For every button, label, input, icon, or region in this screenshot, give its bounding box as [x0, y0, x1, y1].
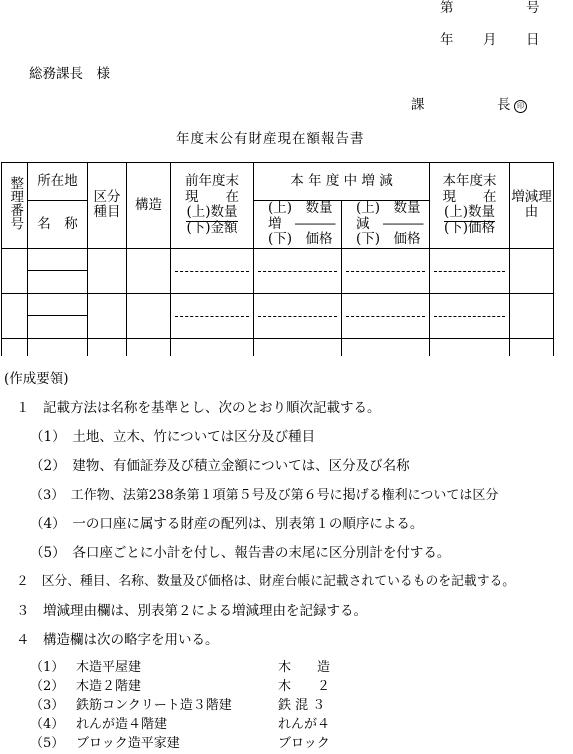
abbr-num: （4） [30, 717, 65, 732]
sender-section: 課 [411, 97, 425, 113]
cell-decrease[interactable] [342, 293, 430, 338]
abbr-num: （2） [30, 679, 65, 694]
guideline-item-1-4: （4） 一の口座に属する財産の配列は、別表第１の順序による。 [30, 516, 424, 532]
cell-prev[interactable] [171, 248, 254, 293]
document-title: 年度末公有財産現在額報告書 [176, 131, 365, 147]
cell-location[interactable] [28, 293, 88, 316]
cell-class[interactable] [88, 293, 127, 338]
cell-current[interactable] [430, 338, 510, 356]
day-label: 日 [526, 32, 540, 48]
abbr-num: （1） [30, 660, 65, 675]
cell-decrease[interactable] [342, 248, 430, 293]
abbr-name: ブロック造平家建 [76, 736, 180, 751]
cell-id[interactable] [2, 248, 28, 293]
abbr-short: 木 造 [278, 660, 331, 675]
number-suffix: 号 [526, 0, 540, 16]
guideline-item-1-3: （3） 工作物、法第238条第１項第５号及び第６号に掲げる権利については区分 [30, 488, 499, 503]
header-structure: 構造 [127, 163, 171, 249]
abbr-short: れんが４ [278, 717, 331, 732]
cell-reason[interactable] [510, 248, 554, 293]
abbr-num: （3） [30, 698, 65, 713]
month-label: 月 [483, 32, 497, 48]
guideline-item-1-2: （2） 建物、有価証券及び積立金額については、区分及び名称 [30, 458, 410, 474]
number-label: 第 [440, 0, 454, 16]
cell-name[interactable] [28, 316, 88, 339]
cell-increase[interactable] [254, 248, 342, 293]
header-increase: (上) 数量 増 ――― (下) 価格 [254, 201, 342, 249]
cell-current[interactable] [430, 293, 510, 338]
cell-class[interactable] [88, 338, 127, 356]
addressee: 総務課長 様 [29, 66, 110, 82]
cell-structure[interactable] [127, 338, 171, 356]
cell-reason[interactable] [510, 293, 554, 338]
cell-increase[interactable] [254, 338, 342, 356]
cell-name[interactable] [28, 271, 88, 294]
header-class-type: 区分 種目 [88, 163, 127, 249]
cell-reason[interactable] [510, 338, 554, 356]
header-current-year: 本年度末 現 在 (上)数量 (下)価格 [430, 163, 510, 249]
cell-current[interactable] [430, 248, 510, 293]
abbr-short: 鉄 混 ３ [278, 698, 326, 713]
abbr-name: 木造平屋建 [76, 660, 142, 675]
guideline-item-1-5: （5） 各口座ごとに小計を付し、報告書の末尾に区分別計を付する。 [30, 545, 451, 561]
seal-mark: 印 [514, 100, 527, 113]
header-name: 名 称 [28, 201, 88, 249]
header-location: 所在地 [28, 163, 88, 201]
abbr-name: れんが造４階建 [76, 717, 168, 732]
cell-id[interactable] [2, 293, 28, 338]
cell-prev[interactable] [171, 293, 254, 338]
abbr-name: 木造２階建 [76, 679, 142, 694]
guideline-item-1-1: （1） 土地、立木、竹については区分及び種目 [30, 429, 316, 445]
cell-decrease[interactable] [342, 338, 430, 356]
guideline-item-3: ３ 増減理由欄は、別表第２による増減理由を記録する。 [16, 603, 367, 619]
abbr-num: （5） [30, 736, 65, 751]
sender-chief: 長 [497, 97, 511, 113]
cell-location[interactable] [28, 338, 88, 356]
cell-structure[interactable] [127, 293, 171, 338]
year-label: 年 [440, 32, 454, 48]
header-decrease: (上) 数量 減 ――― (下) 価格 [342, 201, 430, 249]
seal-icon [514, 100, 527, 114]
header-reason: 増減理由 [510, 163, 554, 249]
guideline-item-4: ４ 構造欄は次の略字を用いる。 [16, 632, 219, 648]
cell-class[interactable] [88, 248, 127, 293]
cell-location[interactable] [28, 248, 88, 271]
guideline-item-2: ２ 区分、種目、名称、数量及び価格は、財産台帳に記載されているものを記載する。 [16, 574, 516, 589]
cell-id[interactable] [2, 338, 28, 356]
header-id: 整理番号 [2, 163, 28, 249]
report-table [1, 162, 554, 356]
abbr-name: 鉄筋コンクリート造３階建 [76, 698, 232, 713]
header-prev-year: 前年度末 現 在 (上)数量 (下)金額 [171, 163, 254, 249]
abbr-short: 木 ２ [278, 679, 331, 694]
cell-prev[interactable] [171, 338, 254, 356]
cell-structure[interactable] [127, 248, 171, 293]
guideline-item-1: １ 記載方法は名称を基準とし、次のとおり順次記載する。 [16, 400, 381, 416]
header-change: 本 年 度 中 増 減 [254, 163, 430, 201]
abbr-short: ブロック [278, 736, 330, 751]
guidelines-heading: (作成要領) [4, 371, 69, 387]
cell-increase[interactable] [254, 293, 342, 338]
